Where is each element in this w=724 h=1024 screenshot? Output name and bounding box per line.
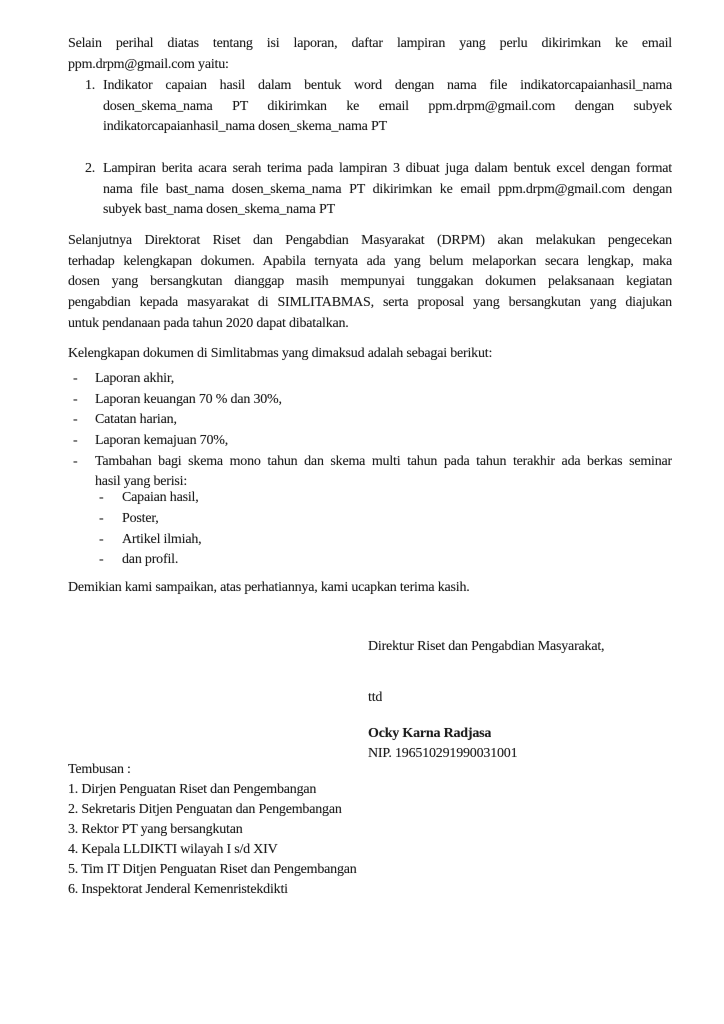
signature-title-text: Direktur Riset dan Pengabdian Masyarakat, (368, 639, 605, 654)
checklist-item (68, 452, 672, 493)
paragraph-line: terhadap kelengkapan dokumen. Apabila ternyata ada yang belum melaporkan secara lengkap, maka (68, 253, 672, 269)
heading-line: Kelengkapan dokumen di Simlitabmas yang dimaksud adalah sebagai berikut: (68, 346, 493, 361)
dash-marker: - (99, 552, 104, 568)
sub-checklist-item (68, 550, 672, 571)
checklist-item-label: hasil yang berisi: (95, 474, 188, 490)
paragraph-line: Lampiran berita acara serah terima pada lampiran 3 dibuat juga dalam bentuk excel dengan format (103, 161, 672, 176)
dash-marker: - (73, 433, 78, 449)
checklist-item-label: Catatan harian, (95, 412, 177, 428)
sub-checklist (68, 488, 672, 571)
dash-marker: - (99, 510, 104, 526)
tembusan-section (68, 760, 568, 900)
tembusan-item: 6. Inspektorat Jenderal Kemenristekdikti (68, 882, 288, 897)
follow-up-paragraph (68, 231, 672, 334)
paragraph-line: dosen_skema_nama PT dikirimkan ke email ppm.drpm@gmail.com dengan subyek (103, 98, 672, 114)
tembusan-item: 3. Rektor PT yang bersangkutan (68, 822, 243, 837)
paragraph-line: pengabdian kepada masyarakat di SIMLITABMAS, serta proposal yang bersangkutan yang diajukan (68, 295, 672, 311)
paragraph-line: Demikian kami sampaikan, atas perhatiannya, kami ucapkan terima kasih. (68, 580, 470, 595)
tembusan-item: 5. Tim IT Ditjen Penguatan Riset dan Pengembangan (68, 862, 357, 877)
numbered-item-1 (68, 76, 672, 138)
signature-nip-text: NIP. 196510291990031001 (368, 746, 518, 761)
checklist-heading (68, 344, 672, 365)
sub-item-label: Capaian hasil, (122, 490, 199, 506)
checklist-item-label: Tambahan bagi skema mono tahun dan skema multi tahun pada tahun terakhir ada berkas seminar (95, 453, 672, 469)
tembusan-item: 4. Kepala LLDIKTI wilayah I s/d XIV (68, 842, 278, 857)
sub-item-label: Poster, (122, 510, 159, 526)
paragraph-line: subyek bast_nama dosen_skema_nama PT (103, 202, 335, 218)
dash-marker: - (99, 531, 104, 547)
signature-ttd (368, 688, 382, 709)
checklist (68, 369, 672, 571)
paragraph-line: nama file bast_nama dosen_skema_nama PT dikirimkan ke email ppm.drpm@gmail.com dengan (103, 181, 672, 197)
sub-item-label: Artikel ilmiah, (122, 531, 202, 547)
signature-name-text: Ocky Karna Radjasa (368, 726, 492, 741)
tembusan-item: 1. Dirjen Penguatan Riset dan Pengembangan (68, 782, 317, 797)
checklist-item (68, 431, 672, 452)
tembusan-item: 2. Sekretaris Ditjen Penguatan dan Pengembangan (68, 802, 342, 817)
checklist-item (68, 369, 672, 390)
list-number-marker: 1. (85, 78, 96, 93)
paragraph-line: Indikator capaian hasil dalam bentuk word dengan nama file indikatorcapaianhasil_nama (103, 78, 672, 93)
dash-marker: - (73, 371, 78, 386)
paragraph-line: ppm.drpm@gmail.com yaitu: (68, 56, 229, 72)
checklist-item-label: Laporan keuangan 70 % dan 30%, (95, 391, 282, 407)
intro-paragraph (68, 34, 672, 75)
paragraph-line: Selain perihal diatas tentang isi laporan, daftar lampiran yang perlu dikirimkan ke email (68, 36, 672, 51)
dash-marker: - (73, 412, 78, 428)
checklist-item (68, 410, 672, 431)
list-number-marker: 2. (85, 161, 96, 176)
dash-marker: - (73, 391, 78, 407)
closing-paragraph (68, 578, 672, 599)
checklist-item-label: Laporan akhir, (95, 371, 175, 386)
dash-marker: - (73, 453, 78, 469)
signature-title (368, 637, 604, 658)
sub-checklist-item (68, 530, 672, 551)
paragraph-line: untuk pendanaan pada tahun 2020 dapat dibatalkan. (68, 315, 349, 331)
numbered-item-2 (68, 159, 672, 221)
sub-item-label: dan profil. (122, 552, 179, 568)
dash-marker: - (99, 490, 104, 506)
sub-checklist-item (68, 488, 672, 509)
checklist-item-label: Laporan kemajuan 70%, (95, 433, 229, 449)
signature-ttd-text: ttd (368, 690, 383, 705)
sub-checklist-item (68, 509, 672, 530)
paragraph-line: dosen yang bersangkutan dianggap masih mempunyai tunggakan dokumen pelaksanaan kegiatan (68, 274, 672, 290)
checklist-item (68, 390, 672, 411)
tembusan-heading: Tembusan : (68, 762, 131, 777)
signature-name (368, 724, 491, 745)
paragraph-line: Selanjutnya Direktorat Riset dan Pengabdian Masyarakat (DRPM) akan melakukan pengecekan (68, 233, 672, 248)
paragraph-line: indikatorcapaianhasil_nama dosen_skema_nama PT (103, 119, 387, 135)
